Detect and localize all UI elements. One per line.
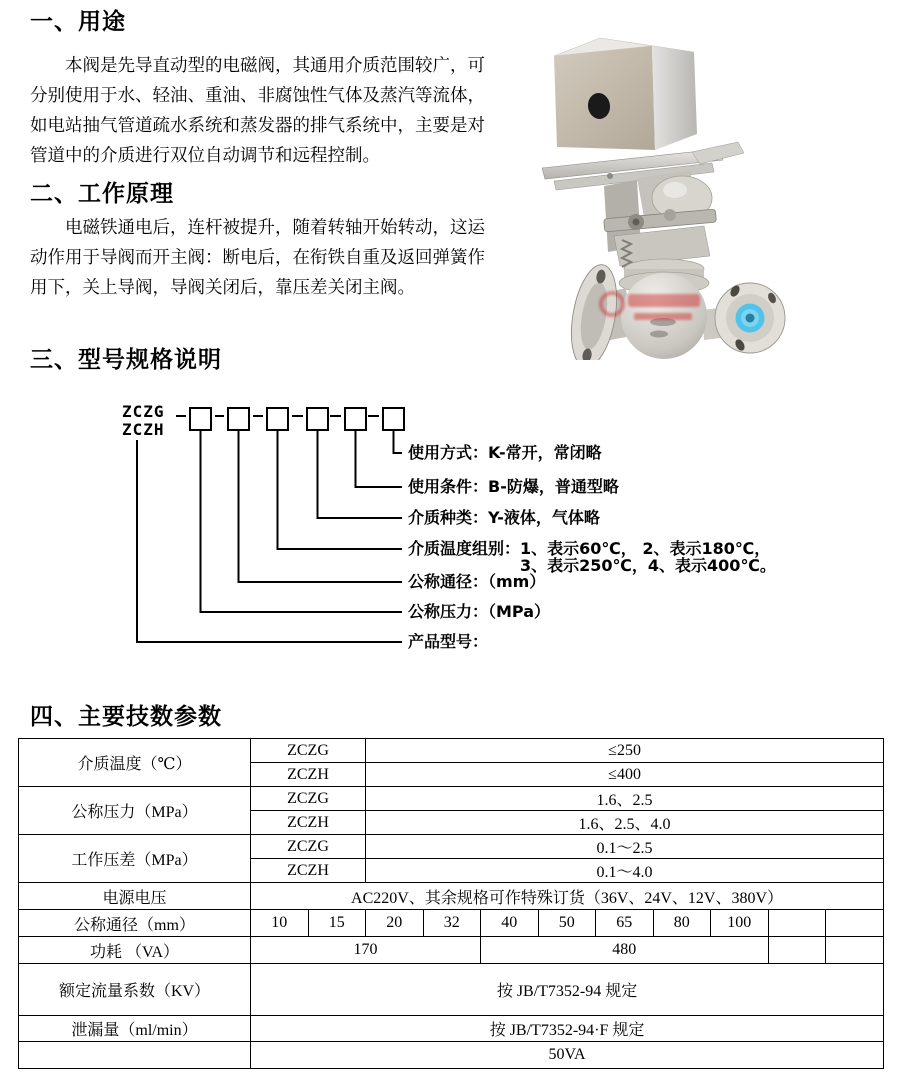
- model-name-bottom: ZCZH: [122, 420, 165, 439]
- connector-lines: [137, 430, 402, 642]
- label-nominal-diameter: 公称通径：（mm）: [408, 572, 546, 591]
- row-label: 额定流量系数（KV）: [19, 964, 251, 1016]
- section-title-principle: 二、工作原理: [30, 181, 174, 206]
- cell-value: 按 JB/T7352-94 规定: [251, 964, 884, 1016]
- left-flange: [564, 261, 623, 360]
- cell-value: 1.6、2.5、4.0: [366, 811, 884, 835]
- product-photo: [542, 26, 894, 360]
- dn-cell: 15: [308, 910, 366, 937]
- cell-value: ≤400: [366, 763, 884, 787]
- label-usage-mode: 使用方式：K-常开，常闭略: [408, 443, 602, 462]
- label-nominal-pressure: 公称压力：（MPa）: [408, 602, 551, 621]
- cell-value: 0.1～4.0: [366, 859, 884, 883]
- principle-paragraph: 电磁铁通电后，连杆被提升，随着转轴开始转动，这运动作用于导阀而开主阀：断电后，在衔铁自重及返回弹簧作用下，关上导阀，导阀关闭后，靠压差关闭主阀。: [30, 217, 485, 297]
- row-label: 公称通径（mm）: [19, 910, 251, 937]
- cell-value: 170: [251, 937, 481, 964]
- dn-cell: 50: [538, 910, 596, 937]
- sub-key: ZCZH: [251, 811, 366, 835]
- pilot-mechanism: [604, 170, 717, 267]
- dn-cell: 20: [366, 910, 424, 937]
- row-label: 电源电压: [19, 883, 251, 910]
- label-temp-group-1: 介质温度组别：1、表示60℃， 2、表示180℃，: [408, 539, 771, 558]
- sub-key: ZCZG: [251, 787, 366, 811]
- usage-paragraph: 本阀是先导直动型的电磁阀，其通用介质范围较广，可分别使用于水、轻油、重油、非腐蚀性气体及蒸汽等流体，如电站抽气管道疏水系统和蒸发器的排气系统中，主要是对管道中的介质进行双位自动调节和远程控制。: [30, 55, 485, 165]
- dn-cell: 65: [596, 910, 654, 937]
- sub-key: ZCZG: [251, 835, 366, 859]
- sub-key: ZCZH: [251, 763, 366, 787]
- label-product-model: 产品型号：: [408, 632, 489, 651]
- parameters-table: [18, 738, 884, 1069]
- model-code-diagram: [0, 395, 900, 670]
- dn-cell: 10: [251, 910, 309, 937]
- section-title-model-spec: 三、型号规格说明: [30, 347, 222, 372]
- section-title-usage: 一、用途: [30, 9, 126, 34]
- cell-value: AC220V、其余规格可作特殊订货（36V、24V、12V、380V）: [251, 883, 884, 910]
- cell-value: 480: [481, 937, 769, 964]
- row-label: 功耗 （VA）: [19, 937, 251, 964]
- label-usage-condition: 使用条件：B-防爆，普通型略: [408, 477, 619, 496]
- cell-value: 0.1～2.5: [366, 835, 884, 859]
- row-label: 公称压力（MPa）: [19, 787, 251, 835]
- cell-value: 按 JB/T7352-94·F 规定: [251, 1016, 884, 1042]
- dn-cell: 100: [711, 910, 769, 937]
- section-title-parameters: 四、主要技数参数: [30, 704, 222, 729]
- cell-value: 1.6、2.5: [366, 787, 884, 811]
- cell-value: 50VA: [251, 1042, 884, 1069]
- code-boxes: [176, 408, 404, 430]
- row-label: [19, 1042, 251, 1069]
- right-flange: [715, 283, 785, 353]
- dn-cell: 80: [653, 910, 711, 937]
- label-medium-type: 介质种类：Y-液体，气体略: [408, 508, 600, 527]
- dn-cell: [768, 910, 826, 937]
- cell-value: [826, 937, 884, 964]
- label-temp-group-2: 3、表示250℃，4、表示400℃。: [520, 556, 776, 575]
- row-label: 介质温度（℃）: [19, 739, 251, 787]
- sub-key: ZCZG: [251, 739, 366, 763]
- dn-cell: 32: [423, 910, 481, 937]
- row-label: 泄漏量（ml/min）: [19, 1016, 251, 1042]
- sub-key: ZCZH: [251, 859, 366, 883]
- row-label: 工作压差（MPa）: [19, 835, 251, 883]
- model-name-top: ZCZG: [122, 402, 165, 421]
- dn-cell: [826, 910, 884, 937]
- solenoid-enclosure: [554, 38, 697, 150]
- cell-value: ≤250: [366, 739, 884, 763]
- dn-cell: 40: [481, 910, 539, 937]
- cell-value: [768, 937, 826, 964]
